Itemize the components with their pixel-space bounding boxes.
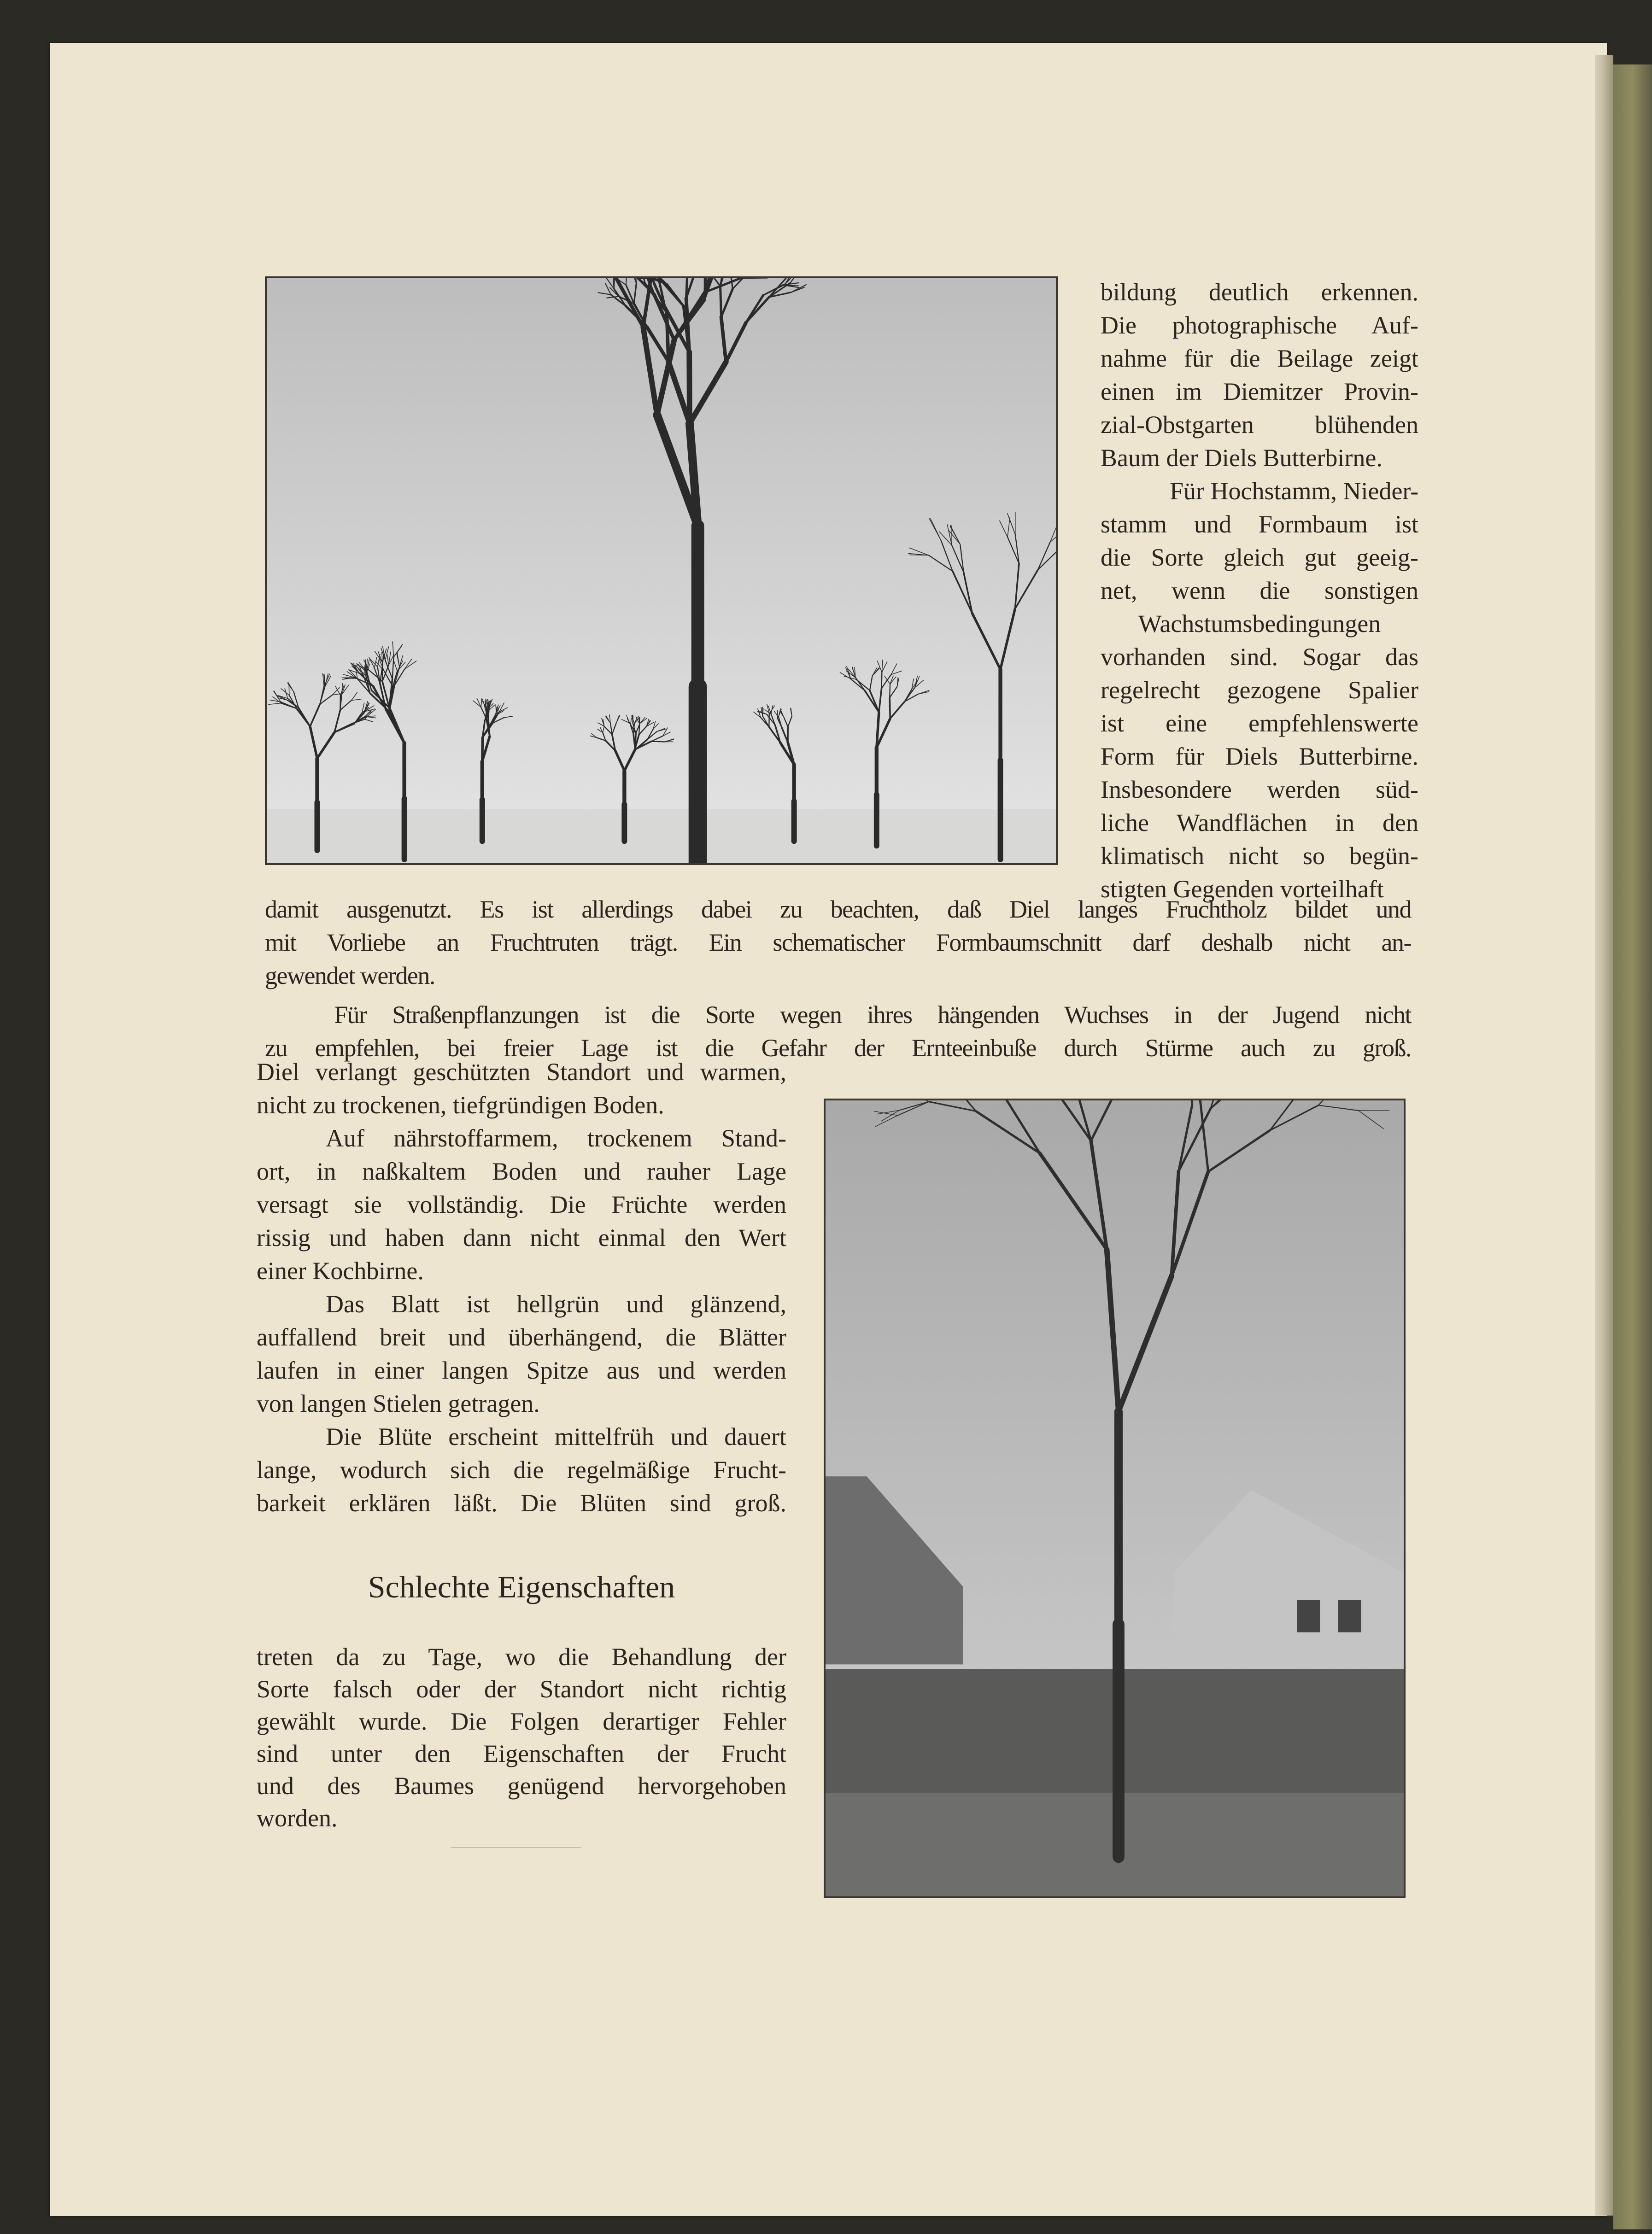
text-line: Wachstumsbedingungen (1138, 610, 1381, 637)
text-line: lange, wodurch sich die regelmäßige Frucht- (257, 1456, 786, 1484)
text-line: einen im Diemitzer Provin- (1101, 378, 1418, 405)
text-line: stamm und Formbaum ist (1101, 510, 1418, 538)
text-line: gewählt wurde. Die Folgen derartiger Fehler (257, 1708, 786, 1735)
text-line: Die photographische Auf- (1101, 311, 1418, 339)
text-line: Form für Diels Butterbirne. (1101, 743, 1418, 770)
book-cover-edge (1613, 64, 1652, 2229)
text-line: bildung deutlich erkennen. (1101, 278, 1418, 306)
left-column-text (257, 1055, 786, 1520)
text-line: gewendet werden. (265, 962, 435, 989)
left-column-text-after-heading (257, 1641, 786, 1834)
text-line: regelrecht gezogene Spalier (1101, 676, 1418, 704)
text-line: vorhanden sind. Sogar das (1101, 643, 1418, 671)
text-line: sind unter den Eigenschaften der Frucht (257, 1740, 786, 1767)
text-line: Die Blüte erscheint mittelfrüh und dauert (326, 1423, 786, 1450)
section-heading: Schlechte Eigenschaften (368, 1569, 675, 1604)
text-line: mit Vorliebe an Fruchtruten trägt. Ein schematischer Formbaumschnitt darf deshalb nicht an- (265, 929, 1411, 956)
photo-tree-before-wall-and-houses (824, 1099, 1406, 1898)
text-line: klimatisch nicht so begün- (1101, 842, 1418, 870)
text-line: net, wenn die sonstigen (1101, 577, 1418, 604)
text-line: Für Hochstamm, Nieder- (1170, 477, 1419, 505)
text-line: Diel verlangt geschützten Standort und warmen, (257, 1058, 786, 1086)
text-line: Insbesondere werden süd- (1101, 776, 1418, 803)
text-line: Für Straßenpflanzungen ist die Sorte wegen ihres hängenden Wuchses in der Jugend nicht (334, 1001, 1411, 1029)
right-column-text (1101, 275, 1418, 906)
text-line: damit ausgenutzt. Es ist allerdings dabei zu beachten, daß Diel langes Fruchtholz bildet und (265, 895, 1411, 923)
photo-orchard-winter-trees (265, 276, 1058, 865)
text-line: rissig und haben dann nicht einmal den Wert (257, 1224, 786, 1252)
full-width-paragraph-2 (265, 998, 1411, 1064)
text-line: von langen Stielen getragen. (257, 1390, 540, 1417)
text-line: Sorte falsch oder der Standort nicht richtig (257, 1675, 786, 1703)
text-line: worden. (257, 1804, 338, 1832)
text-line: versagt sie vollständig. Die Früchte werden (257, 1191, 786, 1218)
text-line: nahme für die Beilage zeigt (1101, 345, 1418, 372)
section-end-rule (451, 1847, 581, 1848)
text-line: stigten Gegenden vorteilhaft (1101, 875, 1384, 903)
page-edge (1595, 55, 1613, 2216)
text-line: einer Kochbirne. (257, 1257, 424, 1285)
text-line: nicht zu trockenen, tiefgründigen Boden. (257, 1091, 664, 1119)
full-width-paragraph-1 (265, 893, 1411, 992)
text-line: barkeit erklären läßt. Die Blüten sind groß. (257, 1489, 786, 1517)
text-line: zu empfehlen, bei freier Lage ist die Gefahr der Ernteeinbuße durch Stürme auch zu groß. (265, 1034, 1411, 1062)
text-line: Das Blatt ist hellgrün und glänzend, (326, 1290, 786, 1318)
text-line: liche Wandflächen in den (1101, 809, 1418, 836)
text-line: auffallend breit und überhängend, die Blätter (257, 1323, 786, 1351)
text-line: die Sorte gleich gut geeig- (1101, 544, 1418, 571)
text-line: Baum der Diels Butterbirne. (1101, 444, 1383, 472)
text-line: ort, in naßkaltem Boden und rauher Lage (257, 1158, 786, 1185)
text-line: Auf nährstoffarmem, trockenem Stand- (326, 1124, 786, 1152)
text-line: und des Baumes genügend hervorgehoben (257, 1772, 786, 1800)
text-line: ist eine empfehlenswerte (1101, 709, 1418, 737)
text-line: laufen in einer langen Spitze aus und werden (257, 1357, 786, 1384)
text-line: zial-Obstgarten blühenden (1101, 411, 1418, 439)
text-line: treten da zu Tage, wo die Behandlung der (257, 1643, 786, 1671)
